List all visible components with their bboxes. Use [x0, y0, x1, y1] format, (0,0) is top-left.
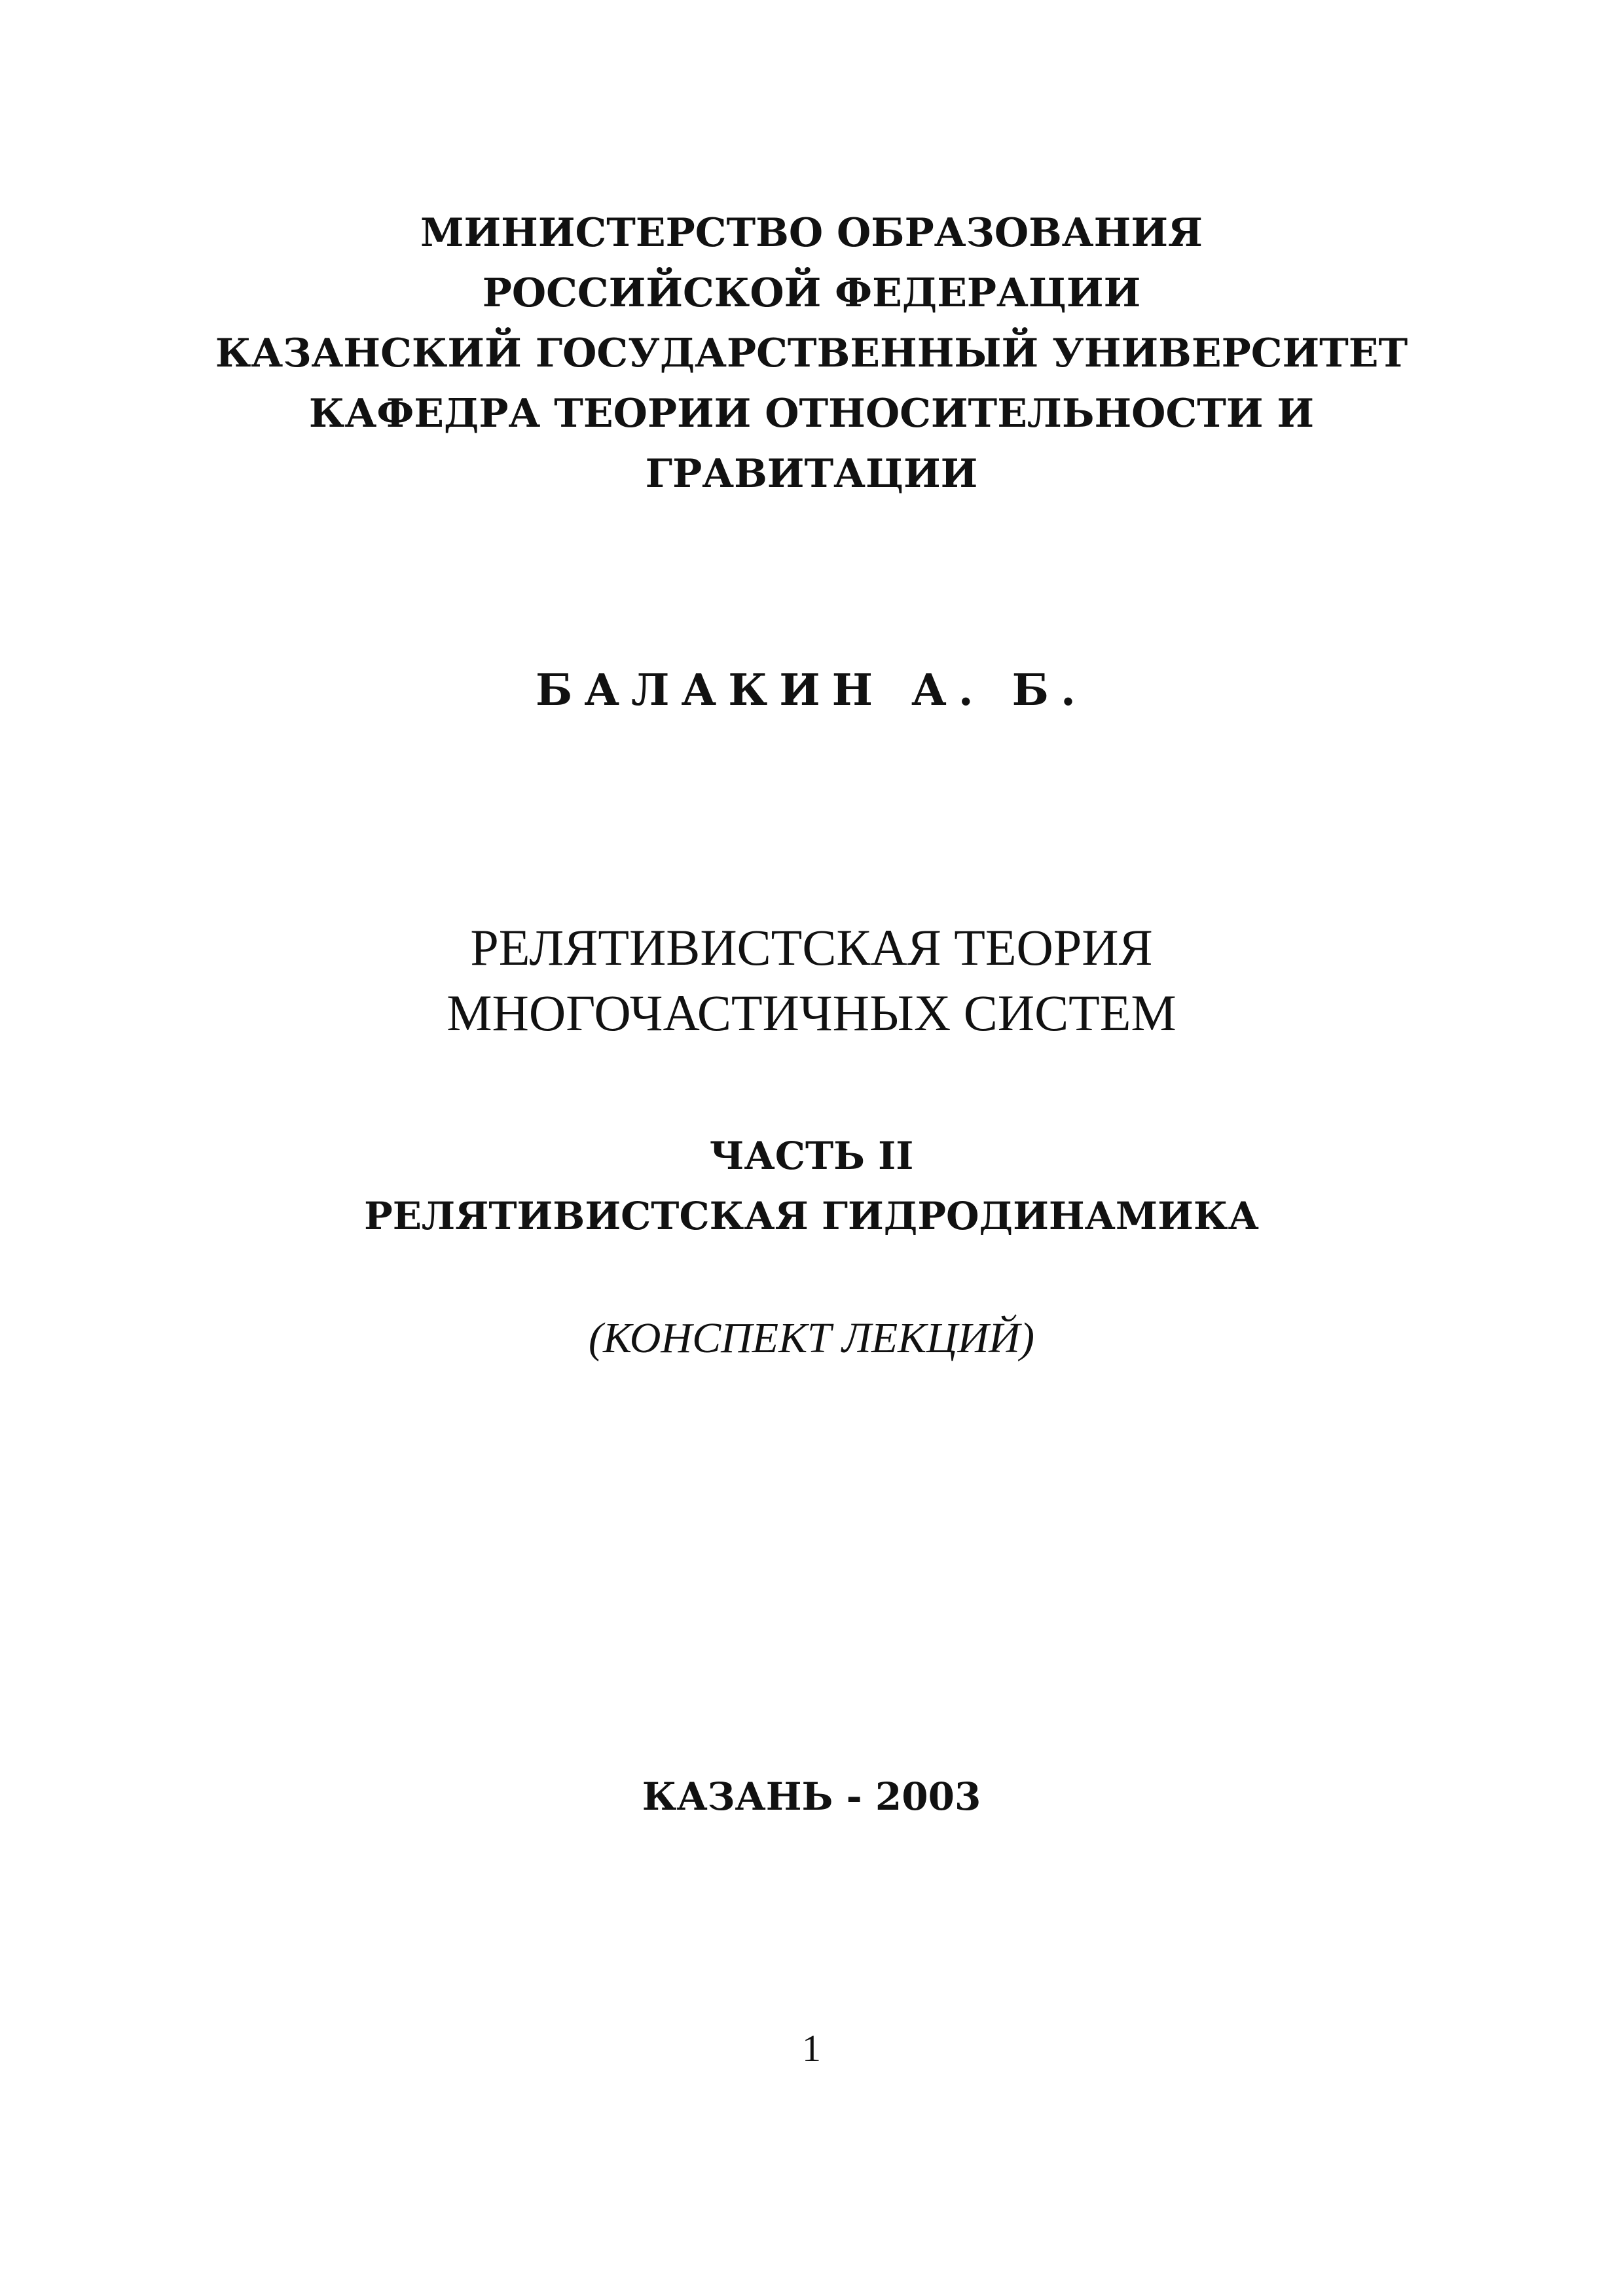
part-name: РЕЛЯТИВИСТСКАЯ ГИДРОДИНАМИКА — [364, 1194, 1259, 1238]
ministry-header — [0, 203, 1623, 504]
ministry-line-2: РОССИЙСКОЙ ФЕДЕРАЦИИ — [482, 270, 1141, 316]
ministry-line-3: КАЗАНСКИЙ ГОСУДАРСТВЕННЫЙ УНИВЕРСИТЕТ — [215, 331, 1408, 376]
title-line-1: РЕЛЯТИВИСТСКАЯ ТЕОРИЯ — [470, 919, 1153, 976]
author-name: БАЛАКИН А. Б. — [535, 664, 1088, 715]
page-number: 1 — [802, 2027, 821, 2070]
ministry-line-5: ГРАВИТАЦИИ — [645, 451, 978, 497]
lecture-notes-label: (КОНСПЕКТ ЛЕКЦИЙ) — [589, 1314, 1034, 1362]
title-line-2: МНОГОЧАСТИЧНЫХ СИСТЕМ — [447, 984, 1176, 1041]
document-title — [0, 915, 1623, 1046]
ministry-line-4: КАФЕДРА ТЕОРИИ ОТНОСИТЕЛЬНОСТИ И — [308, 391, 1315, 437]
ministry-line-1: МИНИСТЕРСТВО ОБРАЗОВАНИЯ — [420, 210, 1203, 256]
part-heading — [0, 1126, 1623, 1246]
part-number: ЧАСТЬ II — [709, 1134, 914, 1178]
place-year: КАЗАНЬ - 2003 — [642, 1774, 981, 1819]
